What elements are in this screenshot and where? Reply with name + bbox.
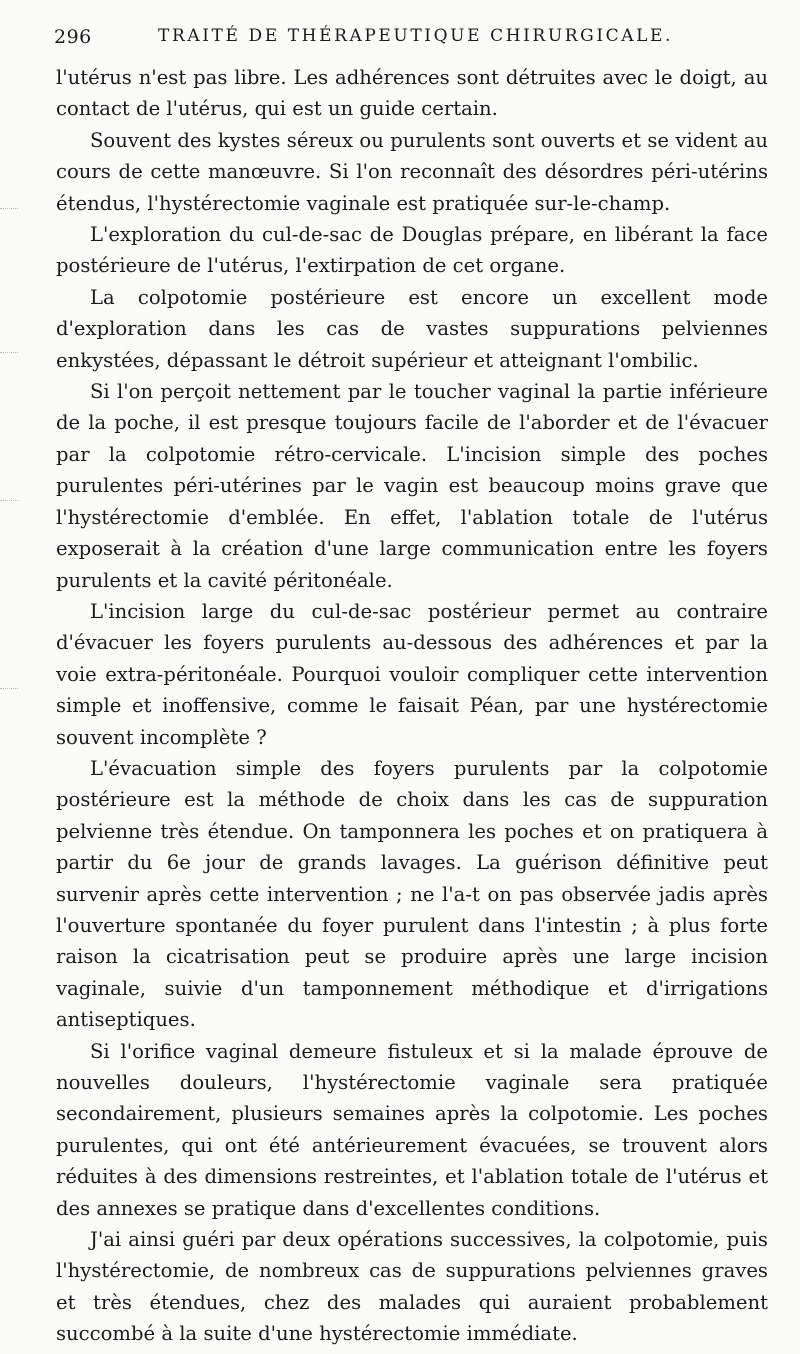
margin-speck (0, 208, 18, 215)
page-number: 296 (54, 26, 92, 48)
paragraph: La colpotomie postérieure est encore un excellent mode d'exploration dans les cas de vastes suppurations pelviennes enkystées, dépassant le détroit supérieur et atteignant l'ombilic. (56, 285, 768, 372)
margin-speck (0, 500, 18, 507)
running-head (54, 26, 770, 52)
margin-speck (0, 688, 18, 695)
paragraph: Si l'orifice vaginal demeure fistuleux et si la malade éprouve de nouvelles douleurs, l'hystérectomie vaginale sera pratiquée secondairement, plusieurs semaines après la colpotomie. Les poches purulentes, qui ont été antérieurement évacuées, se trouvent alors réduites à des dimensions restreintes, et l'ablation totale de l'utérus et des annexes se pratique dans d'excellentes conditions. (56, 1039, 768, 1220)
paragraph: Si l'on perçoit nettement par le toucher vaginal la partie inférieure de la poche, il est presque toujours facile de l'aborder et de l'évacuer par la colpotomie rétro-cervicale. L'incision simple des poches purulentes péri-utérines par le vagin est beaucoup moins grave que l'hystérectomie d'emblée. En effet, l'ablation totale de l'utérus exposerait à la création d'une large communication entre les foyers purulents et la cavité péritonéale. (56, 380, 768, 592)
paragraph: l'utérus n'est pas libre. Les adhérences sont détruites avec le doigt, au contact de l'utérus, qui est un guide certain. (56, 66, 768, 121)
paragraph: L'évacuation simple des foyers purulents par la colpotomie postérieure est la méthode de choix dans les cas de suppuration pelvienne très étendue. On tamponnera les poches et on pratiquera à partir du 6e jour de grands lavages. La guérison définitive peut survenir après cette intervention ; ne l'a-t on pas observée jadis après l'ouverture spontanée du foyer purulent dans l'intestin ; à plus forte raison la cicatrisation peut se produire après une large incision vaginale, suivie d'un tamponnement méthodique et d'irrigations antiseptiques. (56, 756, 768, 1032)
running-title: TRAITÉ DE THÉRAPEUTIQUE CHIRURGICALE. (158, 26, 674, 46)
margin-speck (0, 352, 18, 359)
paragraph: L'exploration du cul-de-sac de Douglas prépare, en libérant la face postérieure de l'utérus, l'extirpation de cet organe. (56, 223, 768, 278)
body-text (56, 62, 768, 1350)
paragraph: Souvent des kystes séreux ou purulents sont ouverts et se vident au cours de cette manœuvre. Si l'on reconnaît des désordres péri-utérins étendus, l'hystérectomie vaginale est pratiquée sur-le-champ. (56, 128, 768, 215)
paragraph: L'incision large du cul-de-sac postérieur permet au contraire d'évacuer les foyers purulents au-dessous des adhérences et par la voie extra-péritonéale. Pourquoi vouloir compliquer cette intervention simple et inoffensive, comme le faisait Péan, par une hystérectomie souvent incomplète ? (56, 599, 768, 749)
paragraph: J'ai ainsi guéri par deux opérations successives, la colpotomie, puis l'hystérectomie, de nombreux cas de suppurations pelviennes graves et très étendues, chez des malades qui auraient probablement succombé à la suite d'une hystérectomie immédiate. (56, 1228, 768, 1346)
